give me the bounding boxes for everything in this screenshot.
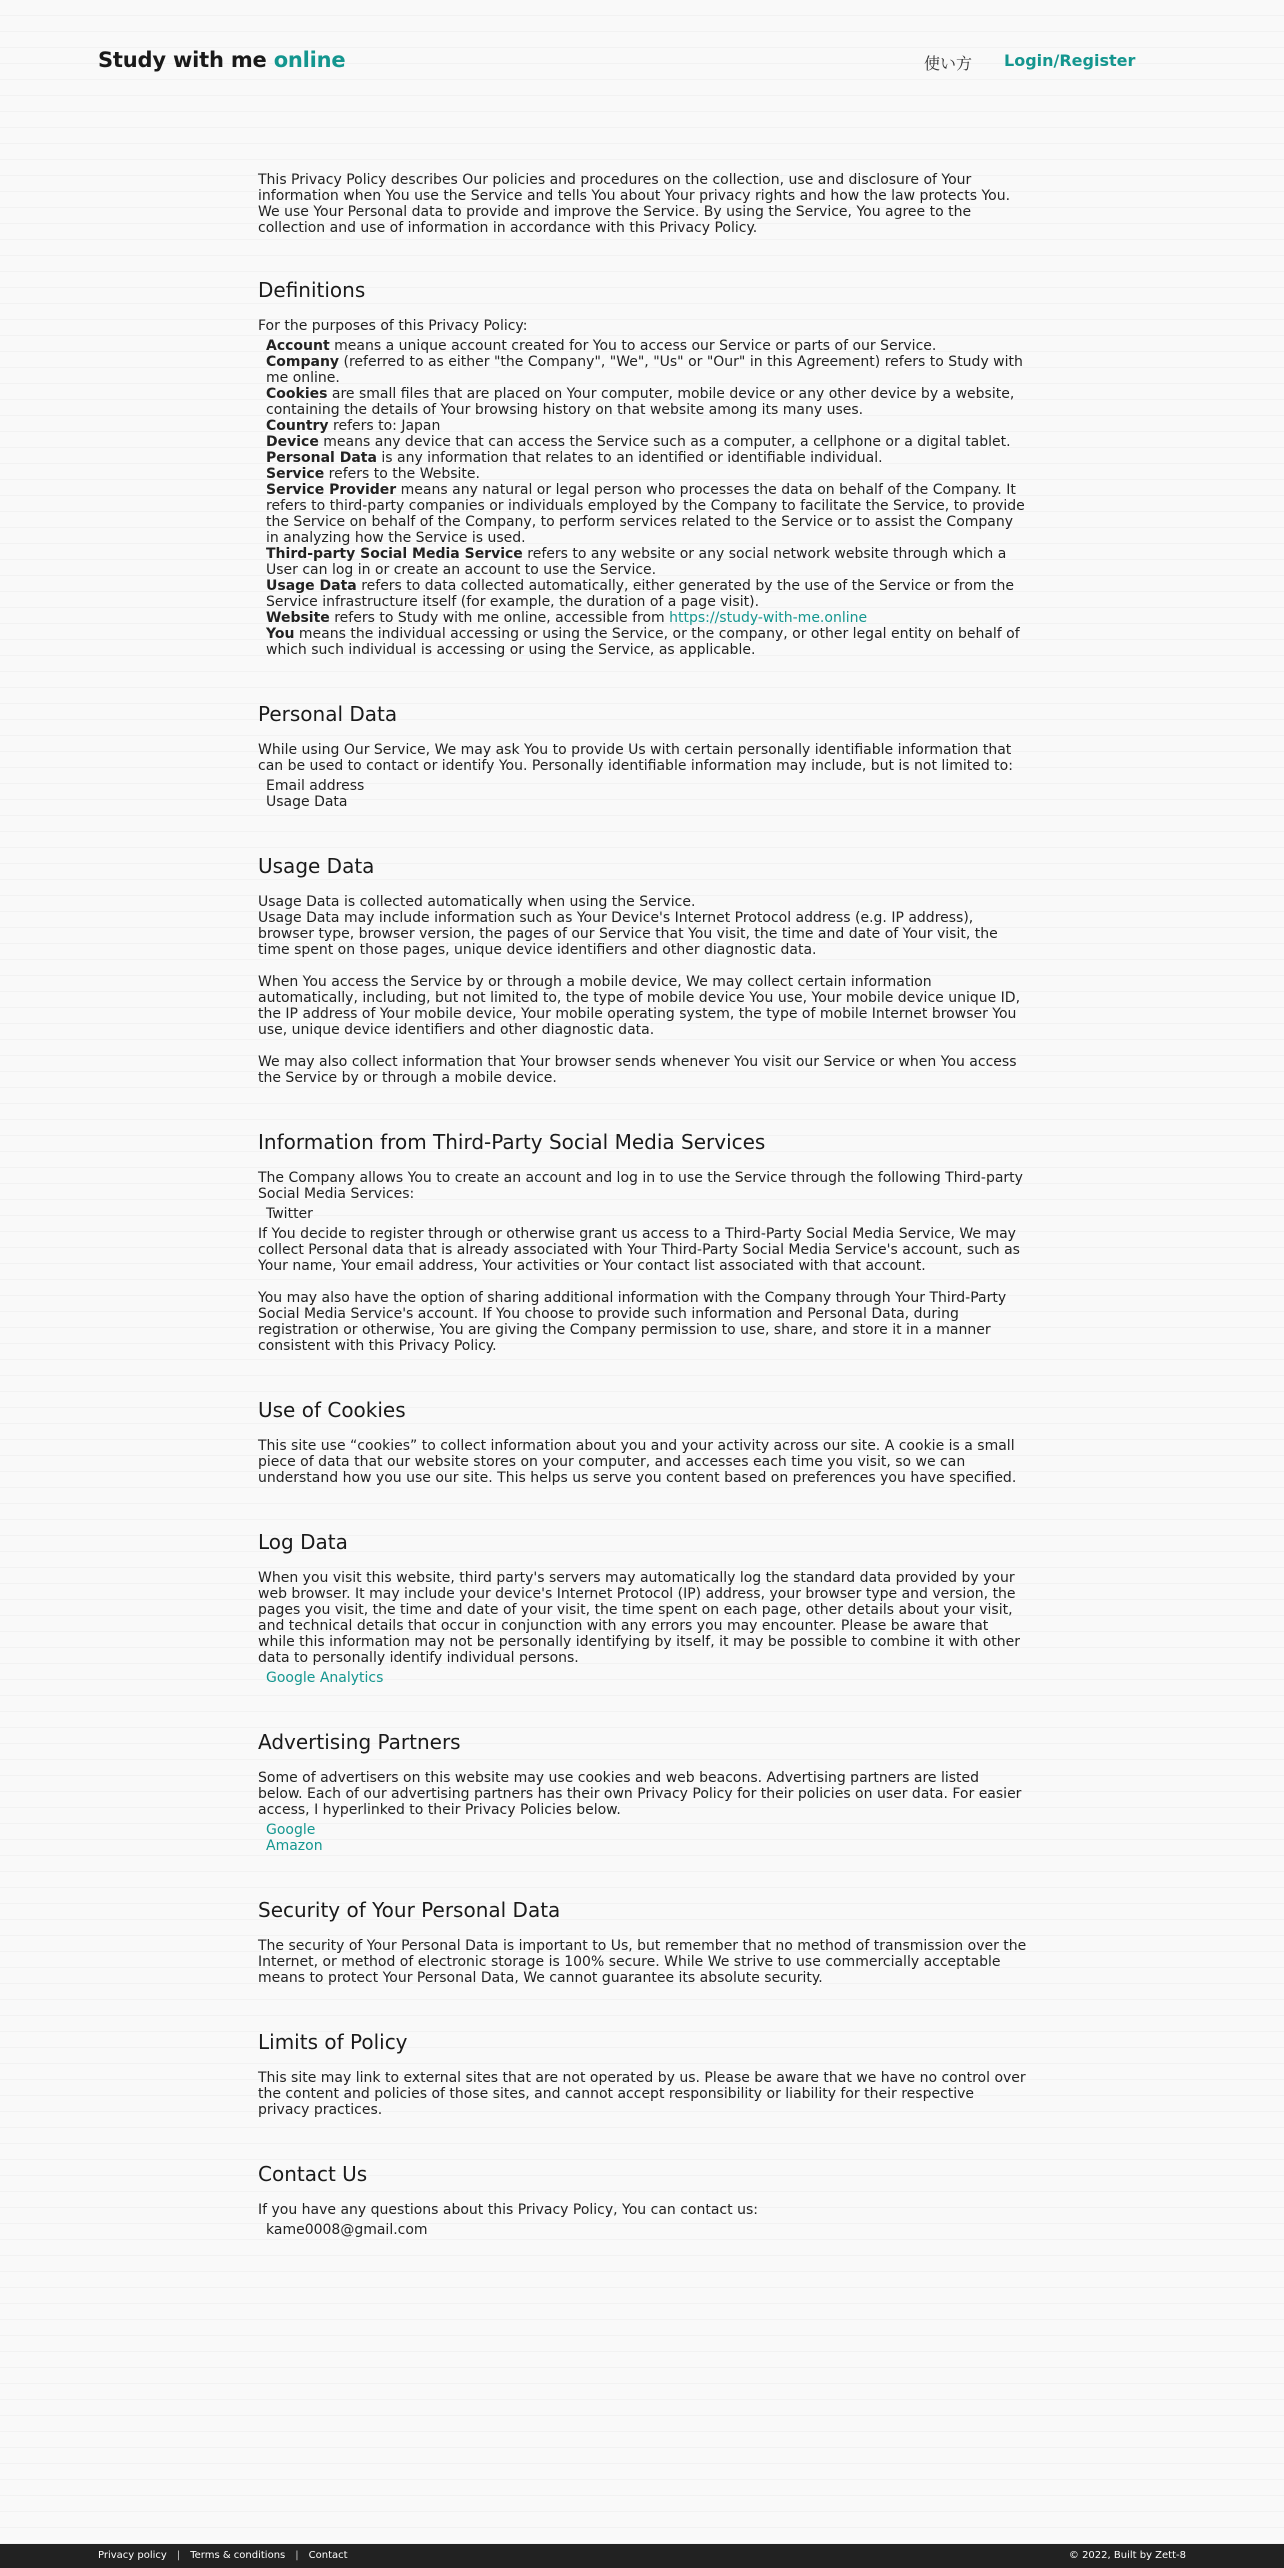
definition-item [266, 482, 1028, 546]
definition-item [266, 450, 1028, 466]
third-party-services-list [266, 1206, 1028, 1222]
definition-term: You [266, 626, 295, 642]
definition-term: Service [266, 466, 325, 482]
definition-item [266, 578, 1028, 610]
contact-list [266, 2222, 1028, 2238]
definition-term: Account [266, 338, 330, 354]
contact-section [258, 2162, 1028, 2238]
log-data-section [258, 1530, 1028, 1686]
personal-data-title: Personal Data [258, 702, 398, 726]
usage-data-title: Usage Data [258, 854, 375, 878]
definition-term: Third-party Social Media Service [266, 546, 523, 562]
definition-text: refers to the Website. [324, 466, 480, 482]
definition-text: refers to any website or any social network website through which a User can log in or create an account to use the Service. [266, 546, 1007, 578]
definition-term: Country [266, 418, 329, 434]
amazon-privacy-link[interactable]: Amazon [266, 1838, 323, 1854]
footer-contact-link[interactable]: Contact [308, 2550, 348, 2561]
definition-item [266, 338, 1028, 354]
definition-term: Device [266, 434, 319, 450]
list-item: Usage Data [266, 794, 348, 810]
nav-login-register-link[interactable]: Login/Register [1004, 51, 1136, 70]
cookies-section [258, 1398, 1028, 1486]
advertising-title: Advertising Partners [258, 1730, 461, 1754]
definition-term: Cookies [266, 386, 328, 402]
cookies-title: Use of Cookies [258, 1398, 406, 1422]
log-data-text: When you visit this website, third party's servers may automatically log the standard data provided by your web browser. It may include your device's Internet Protocol (IP) address, your browser type and version, the pages you visit, the time and date of your visit, the time spent on each page, other details about your visit, and technical details that occur in conjunction with any errors you may encounter. Please be aware that while this information may not be personally identifying by itself, it may be possible to combine it with other data to personally identify individual persons. [258, 1570, 1021, 1666]
usage-data-section [258, 854, 1028, 1086]
definition-item [266, 418, 1028, 434]
definition-text: (referred to as either "the Company", "We", "Us" or "Our" in this Agreement) refers to Study with me online. [266, 354, 1023, 386]
list-item: Twitter [266, 1206, 313, 1222]
definition-text: refers to Study with me online, accessible from [329, 610, 670, 626]
definition-item [266, 626, 1028, 658]
google-analytics-link[interactable]: Google Analytics [266, 1670, 384, 1686]
usage-data-paragraph: Usage Data is collected automatically when using the Service. Usage Data may include information such as Your Device's Internet Protocol address (e.g. IP address), browser type, browser version, the pages of our Service that You visit, the time and date of Your visit, the time spent on those pages, unique device identifiers and other diagnostic data. [258, 894, 998, 958]
footer-terms-link[interactable]: Terms & conditions [190, 2550, 286, 2561]
definition-item [266, 354, 1028, 386]
definition-term: Company [266, 354, 340, 370]
definition-text: means any natural or legal person who processes the data on behalf of the Company. It refers to third-party companies or individuals employed by the Company to facilitate the Service, to provide the Service on behalf of the Company, to perform services related to the Service or to assist the Company in analyzing how the Service is used. [266, 482, 1025, 546]
usage-data-paragraph: We may also collect information that Your browser sends whenever You visit our Service or when You access the Service by or through a mobile device. [258, 1054, 1017, 1086]
definition-text: means any device that can access the Service such as a computer, a cellphone or a digital tablet. [318, 434, 1011, 450]
list-item [266, 1822, 1028, 1838]
definition-item [266, 546, 1028, 578]
website-url-link[interactable]: https://study-with-me.online [669, 610, 868, 626]
definition-term: Usage Data [266, 578, 357, 594]
definition-term: Service Provider [266, 482, 397, 498]
definition-text: means the individual accessing or using the Service, or the company, or other legal entity on behalf of which such individual is accessing or using the Service, as applicable. [266, 626, 1020, 658]
privacy-policy-content [258, 172, 1028, 2238]
third-party-paragraph: You may also have the option of sharing additional information with the Company through Your Third-Party Social Media Service's account. If You choose to provide such information and Personal Data, during registration or otherwise, You are giving the Company permission to use, share, and store it in a manner consistent with this Privacy Policy. [258, 1290, 1007, 1354]
site-header [0, 0, 1284, 124]
definitions-lead: For the purposes of this Privacy Policy: [258, 318, 528, 334]
footer-privacy-link[interactable]: Privacy policy [98, 2550, 167, 2561]
advertising-section [258, 1730, 1028, 1854]
personal-data-list [266, 778, 1028, 810]
third-party-paragraph: If You decide to register through or otherwise grant us access to a Third-Party Social Media Service, We may collect Personal data that is already associated with Your Third-Party Social Media Service's account, such as Your name, Your email address, Your activities or Your contact list associated with that account. [258, 1226, 1020, 1274]
limits-section [258, 2030, 1028, 2118]
third-party-section [258, 1130, 1028, 1354]
cookies-text: This site use “cookies” to collect information about you and your activity across our site. A cookie is a small piece of data that our website stores on your computer, and accesses each time you visit, so we can understand how you use our site. This helps us serve you content based on preferences you have specified. [258, 1438, 1017, 1486]
security-title: Security of Your Personal Data [258, 1898, 561, 1922]
definition-term: Personal Data [266, 450, 377, 466]
footer-copyright: © 2022, Built by Zett-8 [1068, 2550, 1186, 2561]
site-footer [0, 2544, 1284, 2568]
usage-data-paragraph: When You access the Service by or through a mobile device, We may collect certain information automatically, including, but not limited to, the type of mobile device You use, Your mobile device unique ID, the IP address of Your mobile device, Your mobile operating system, the type of mobile Internet browser You use, unique device identifiers and other diagnostic data. [258, 974, 1021, 1038]
list-item: Email address [266, 778, 365, 794]
personal-data-text: While using Our Service, We may ask You to provide Us with certain personally identifiable information that can be used to contact or identify You. Personally identifiable information may include, but is not limited to: [258, 742, 1013, 774]
definition-text: refers to: Japan [328, 418, 441, 434]
advertising-links [266, 1822, 1028, 1854]
nav-howto-link[interactable]: 使い方 [924, 54, 973, 73]
definition-text: is any information that relates to an identified or identifiable individual. [376, 450, 883, 466]
third-party-title: Information from Third-Party Social Media Services [258, 1130, 766, 1154]
logo-main-text: Study with me [98, 48, 274, 72]
personal-data-section [258, 702, 1028, 810]
log-data-links [266, 1670, 1028, 1686]
list-item [266, 1838, 1028, 1854]
definition-item [266, 434, 1028, 450]
contact-title: Contact Us [258, 2162, 368, 2186]
definition-text: means a unique account created for You to access our Service or parts of our Service. [329, 338, 937, 354]
footer-separator: | [176, 2550, 181, 2561]
intro-paragraph: This Privacy Policy describes Our policies and procedures on the collection, use and disclosure of Your information when You use the Service and tells You about Your privacy rights and how the law protects You. We use Your Personal data to provide and improve the Service. By using the Service, You agree to the collection and use of information in accordance with this Privacy Policy. [258, 172, 1011, 236]
logo-accent-text: online [273, 48, 346, 72]
definition-item [266, 466, 1028, 482]
definition-item [266, 386, 1028, 418]
definition-text: refers to data collected automatically, either generated by the use of the Service or from the Service infrastructure itself (for example, the duration of a page visit). [266, 578, 1014, 610]
footer-separator: | [295, 2550, 299, 2561]
advertising-text: Some of advertisers on this website may use cookies and web beacons. Advertising partners are listed below. Each of our advertising partners has their own Privacy Policy for their policies on user data. For easier access, I hyperlinked to their Privacy Policies below. [258, 1770, 1022, 1818]
third-party-paragraph: The Company allows You to create an account and log in to use the Service through the following Third-party Social Media Services: [258, 1170, 1023, 1202]
limits-title: Limits of Policy [258, 2030, 408, 2054]
contact-text: If you have any questions about this Privacy Policy, You can contact us: [258, 2202, 758, 2218]
log-data-title: Log Data [258, 1530, 348, 1554]
list-item [266, 1670, 1028, 1686]
footer-links [98, 2544, 348, 2568]
security-section [258, 1898, 1028, 1986]
definitions-title: Definitions [258, 278, 366, 302]
contact-email: kame0008@gmail.com [266, 2222, 428, 2238]
definition-item [266, 610, 1028, 626]
definition-text: are small files that are placed on Your computer, mobile device or any other device by a website, containing the details of Your browsing history on that website among its many uses. [266, 386, 1015, 418]
google-privacy-link[interactable]: Google [266, 1822, 316, 1838]
definition-term: Website [266, 610, 330, 626]
limits-text: This site may link to external sites that are not operated by us. Please be aware that we have no control over the content and policies of those sites, and cannot accept responsibility or liability for their respective privacy practices. [258, 2070, 1026, 2118]
security-text: The security of Your Personal Data is important to Us, but remember that no method of transmission over the Internet, or method of electronic storage is 100% secure. While We strive to use commercially acceptable means to protect Your Personal Data, We cannot guarantee its absolute security. [258, 1938, 1027, 1986]
site-logo[interactable] [98, 48, 345, 72]
definitions-section [258, 278, 1028, 658]
definitions-list [266, 338, 1028, 658]
